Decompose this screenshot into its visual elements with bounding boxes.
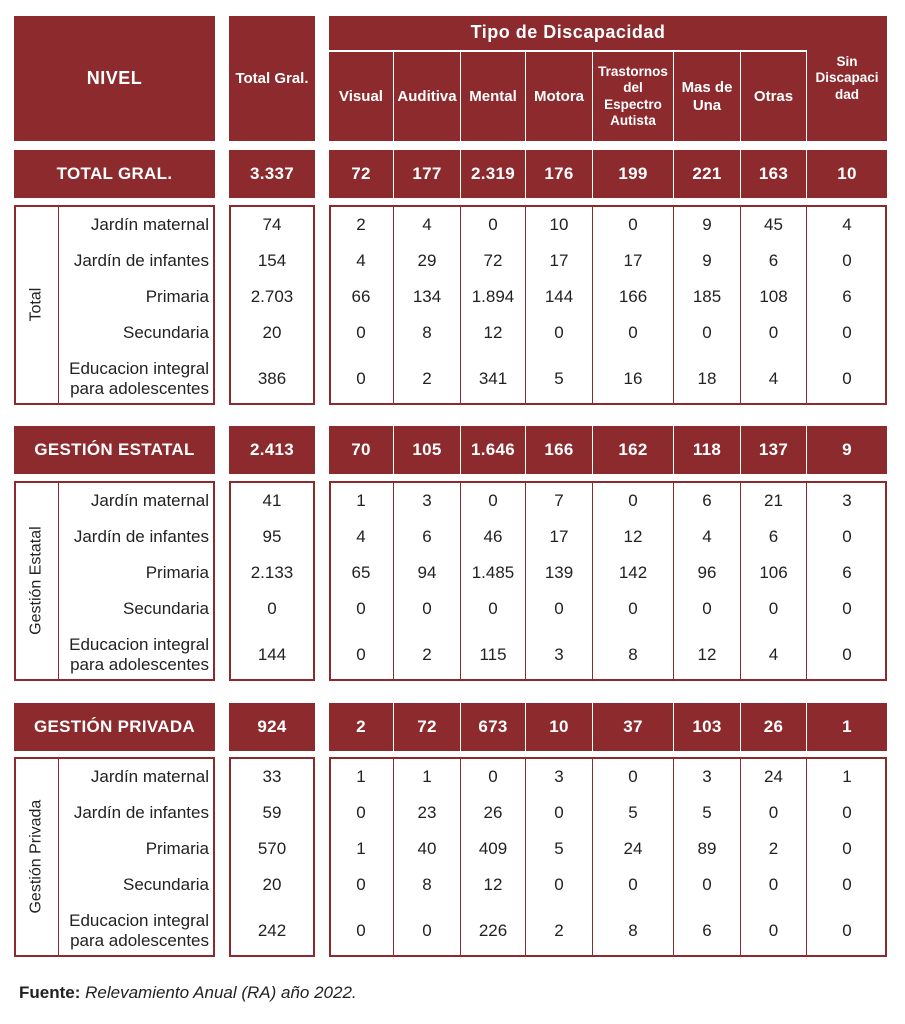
row-value: 0 bbox=[768, 874, 779, 894]
row-value: 16 bbox=[623, 368, 643, 388]
source-note bbox=[19, 983, 719, 1007]
side-label-text: Gestión Estatal bbox=[27, 526, 45, 636]
row-level-label: Jardín de infantes bbox=[73, 802, 209, 822]
row-value: 1.894 bbox=[471, 286, 515, 306]
row-value: 23 bbox=[417, 802, 437, 822]
row-value: 0 bbox=[768, 598, 779, 618]
row-value: 0 bbox=[842, 598, 852, 618]
row-total: 2.703 bbox=[250, 286, 294, 306]
row-total: 144 bbox=[257, 644, 287, 664]
row-total: 20 bbox=[262, 874, 282, 894]
section-value: 162 bbox=[593, 426, 673, 474]
row-value: 3 bbox=[842, 490, 852, 510]
row-value: 115 bbox=[479, 644, 507, 664]
row-total: 74 bbox=[262, 214, 282, 234]
row-value: 5 bbox=[554, 368, 564, 388]
row-value: 0 bbox=[356, 322, 366, 342]
row-value: 0 bbox=[628, 766, 638, 786]
row-value: 3 bbox=[554, 766, 564, 786]
row-value: 0 bbox=[628, 874, 638, 894]
row-value: 2 bbox=[768, 838, 779, 858]
row-value: 0 bbox=[488, 214, 498, 234]
total-gral-header: Total Gral. bbox=[229, 16, 315, 141]
row-value: 0 bbox=[842, 920, 852, 940]
row-value: 1 bbox=[422, 766, 432, 786]
section-value: 199 bbox=[593, 150, 673, 198]
section-total: 2.413 bbox=[229, 426, 315, 474]
row-value: 24 bbox=[623, 838, 643, 858]
row-value: 66 bbox=[351, 286, 371, 306]
row-value: 0 bbox=[554, 874, 564, 894]
side-label-text: Total bbox=[27, 288, 45, 322]
section-value: 118 bbox=[674, 426, 740, 474]
row-level-label: Secundaria bbox=[122, 598, 209, 618]
row-value: 1 bbox=[842, 766, 852, 786]
row-value: 144 bbox=[544, 286, 574, 306]
row-value: 226 bbox=[478, 920, 508, 940]
row-value: 8 bbox=[422, 322, 432, 342]
section-value: 221 bbox=[674, 150, 740, 198]
row-value: 40 bbox=[417, 838, 437, 858]
row-value: 142 bbox=[618, 562, 648, 582]
row-value: 6 bbox=[768, 250, 779, 270]
row-total: 20 bbox=[262, 322, 282, 342]
row-level-label: Primaria bbox=[145, 286, 209, 306]
row-value: 96 bbox=[697, 562, 717, 582]
row-value: 0 bbox=[628, 490, 638, 510]
row-value: 0 bbox=[356, 368, 366, 388]
row-total: 386 bbox=[257, 368, 287, 388]
row-total: 59 bbox=[262, 802, 282, 822]
section-value: 70 bbox=[329, 426, 393, 474]
row-value: 0 bbox=[356, 920, 366, 940]
row-value: 5 bbox=[554, 838, 564, 858]
section-total: 924 bbox=[229, 703, 315, 751]
row-level-label: Primaria bbox=[145, 562, 209, 582]
row-value: 6 bbox=[768, 526, 779, 546]
row-value: 8 bbox=[628, 644, 638, 664]
column-header-3: Mental bbox=[461, 52, 525, 141]
row-value: 8 bbox=[422, 874, 432, 894]
column-header-2: Auditiva bbox=[394, 52, 460, 141]
row-total: 95 bbox=[262, 526, 282, 546]
section-total: 3.337 bbox=[229, 150, 315, 198]
row-value: 2 bbox=[356, 214, 366, 234]
row-value: 0 bbox=[554, 598, 564, 618]
section-value: 103 bbox=[674, 703, 740, 751]
row-value: 24 bbox=[764, 766, 783, 786]
row-value: 45 bbox=[764, 214, 783, 234]
row-total: 0 bbox=[267, 598, 277, 618]
sin-discapacidad-header: Sin Discapaci dad bbox=[807, 16, 887, 141]
row-value: 18 bbox=[697, 368, 717, 388]
row-value: 409 bbox=[478, 838, 508, 858]
side-label-text: Gestión Privada bbox=[27, 800, 45, 914]
source-text: Relevamiento Anual (RA) año 2022. bbox=[80, 983, 357, 1002]
row-value: 17 bbox=[549, 526, 569, 546]
row-value: 94 bbox=[417, 562, 437, 582]
row-value: 0 bbox=[628, 598, 638, 618]
section-value: 37 bbox=[593, 703, 673, 751]
side-label bbox=[14, 205, 58, 405]
row-value: 4 bbox=[356, 526, 366, 546]
row-value: 6 bbox=[842, 286, 852, 306]
row-value: 0 bbox=[702, 322, 712, 342]
section-value: 2.319 bbox=[461, 150, 525, 198]
row-total: 2.133 bbox=[250, 562, 294, 582]
row-value: 0 bbox=[628, 322, 638, 342]
row-value: 0 bbox=[488, 766, 498, 786]
row-value: 12 bbox=[697, 644, 717, 664]
row-value: 2 bbox=[422, 644, 432, 664]
tipo-discapacidad-header: Tipo de Discapacidad bbox=[329, 16, 807, 50]
side-label bbox=[14, 481, 58, 681]
row-value: 12 bbox=[623, 526, 643, 546]
row-value: 1 bbox=[356, 766, 366, 786]
row-level-label: Jardín maternal bbox=[90, 766, 209, 786]
row-value: 341 bbox=[478, 368, 508, 388]
row-value: 12 bbox=[483, 322, 503, 342]
row-value: 4 bbox=[422, 214, 432, 234]
row-value: 0 bbox=[554, 802, 564, 822]
column-header-1: Visual bbox=[329, 52, 393, 141]
row-value: 46 bbox=[483, 526, 503, 546]
row-value: 106 bbox=[759, 562, 788, 582]
row-value: 6 bbox=[702, 490, 712, 510]
row-value: 185 bbox=[692, 286, 722, 306]
section-value: 10 bbox=[807, 150, 887, 198]
section-value: 26 bbox=[741, 703, 806, 751]
section-title: GESTIÓN PRIVADA bbox=[14, 703, 215, 751]
row-value: 0 bbox=[356, 598, 366, 618]
row-level-label: Educacion integral para adolescentes bbox=[69, 910, 209, 950]
row-level-label: Secundaria bbox=[122, 322, 209, 342]
row-total: 154 bbox=[257, 250, 287, 270]
row-level-label: Jardín de infantes bbox=[73, 250, 209, 270]
row-value: 1 bbox=[356, 490, 366, 510]
row-value: 5 bbox=[628, 802, 638, 822]
row-value: 17 bbox=[549, 250, 569, 270]
row-value: 0 bbox=[356, 644, 366, 664]
row-value: 6 bbox=[702, 920, 712, 940]
row-value: 72 bbox=[483, 250, 503, 270]
row-value: 0 bbox=[488, 598, 498, 618]
row-value: 1.485 bbox=[471, 562, 515, 582]
section-value: 176 bbox=[526, 150, 592, 198]
row-value: 166 bbox=[618, 286, 648, 306]
row-total: 33 bbox=[262, 766, 282, 786]
section-value: 137 bbox=[741, 426, 806, 474]
row-value: 4 bbox=[768, 644, 779, 664]
row-value: 1 bbox=[356, 838, 366, 858]
row-value: 3 bbox=[422, 490, 432, 510]
section-title: GESTIÓN ESTATAL bbox=[14, 426, 215, 474]
section-value: 673 bbox=[461, 703, 525, 751]
row-value: 12 bbox=[483, 874, 503, 894]
row-value: 0 bbox=[842, 802, 852, 822]
section-value: 9 bbox=[807, 426, 887, 474]
section-value: 1.646 bbox=[461, 426, 525, 474]
section-value: 72 bbox=[329, 150, 393, 198]
section-title: TOTAL GRAL. bbox=[14, 150, 215, 198]
row-value: 0 bbox=[554, 322, 564, 342]
row-value: 9 bbox=[702, 250, 712, 270]
row-level-label: Educacion integral para adolescentes bbox=[69, 634, 209, 674]
column-header-6: Mas de Una bbox=[674, 52, 740, 141]
row-value: 4 bbox=[842, 214, 852, 234]
side-label bbox=[14, 757, 58, 957]
row-value: 21 bbox=[764, 490, 783, 510]
row-value: 0 bbox=[842, 874, 852, 894]
nivel-header: NIVEL bbox=[14, 16, 215, 141]
row-value: 0 bbox=[422, 598, 432, 618]
row-value: 10 bbox=[549, 214, 569, 234]
row-value: 2 bbox=[422, 368, 432, 388]
row-value: 0 bbox=[702, 874, 712, 894]
row-value: 134 bbox=[412, 286, 442, 306]
row-level-label: Jardín maternal bbox=[90, 490, 209, 510]
row-value: 26 bbox=[483, 802, 503, 822]
row-value: 7 bbox=[554, 490, 564, 510]
row-value: 0 bbox=[768, 920, 779, 940]
row-value: 17 bbox=[623, 250, 643, 270]
row-value: 0 bbox=[422, 920, 432, 940]
row-value: 29 bbox=[417, 250, 437, 270]
row-value: 0 bbox=[842, 250, 852, 270]
row-value: 0 bbox=[488, 490, 498, 510]
section-value: 2 bbox=[329, 703, 393, 751]
row-value: 3 bbox=[554, 644, 564, 664]
column-header-4: Motora bbox=[526, 52, 592, 141]
section-value: 10 bbox=[526, 703, 592, 751]
row-value: 108 bbox=[759, 286, 788, 306]
row-total: 570 bbox=[257, 838, 287, 858]
row-level-label: Educacion integral para adolescentes bbox=[69, 358, 209, 398]
source-label: Fuente: bbox=[19, 983, 81, 1002]
section-value: 105 bbox=[394, 426, 460, 474]
section-value: 72 bbox=[394, 703, 460, 751]
row-level-label: Secundaria bbox=[122, 874, 209, 894]
row-total: 41 bbox=[262, 490, 282, 510]
row-value: 0 bbox=[842, 526, 852, 546]
section-value: 166 bbox=[526, 426, 592, 474]
row-value: 2 bbox=[554, 920, 564, 940]
row-value: 4 bbox=[702, 526, 712, 546]
row-value: 89 bbox=[697, 838, 717, 858]
row-value: 6 bbox=[422, 526, 432, 546]
row-value: 139 bbox=[544, 562, 574, 582]
row-total: 242 bbox=[257, 920, 287, 940]
row-value: 4 bbox=[768, 368, 779, 388]
row-value: 0 bbox=[768, 802, 779, 822]
row-level-label: Primaria bbox=[145, 838, 209, 858]
row-value: 6 bbox=[842, 562, 852, 582]
row-value: 0 bbox=[842, 322, 852, 342]
column-header-7: Otras bbox=[741, 52, 806, 141]
row-value: 0 bbox=[842, 838, 852, 858]
row-value: 0 bbox=[842, 644, 852, 664]
section-value: 163 bbox=[741, 150, 806, 198]
row-level-label: Jardín maternal bbox=[90, 214, 209, 234]
section-value: 177 bbox=[394, 150, 460, 198]
section-value: 1 bbox=[807, 703, 887, 751]
row-value: 3 bbox=[702, 766, 712, 786]
row-value: 9 bbox=[702, 214, 712, 234]
row-value: 0 bbox=[842, 368, 852, 388]
row-value: 5 bbox=[702, 802, 712, 822]
row-value: 0 bbox=[768, 322, 779, 342]
row-value: 4 bbox=[356, 250, 366, 270]
row-value: 0 bbox=[628, 214, 638, 234]
row-value: 8 bbox=[628, 920, 638, 940]
row-value: 0 bbox=[702, 598, 712, 618]
row-value: 0 bbox=[356, 874, 366, 894]
row-level-label: Jardín de infantes bbox=[73, 526, 209, 546]
row-value: 65 bbox=[351, 562, 371, 582]
column-header-5: Trastornos del Espectro Autista bbox=[593, 52, 673, 141]
row-value: 0 bbox=[356, 802, 366, 822]
